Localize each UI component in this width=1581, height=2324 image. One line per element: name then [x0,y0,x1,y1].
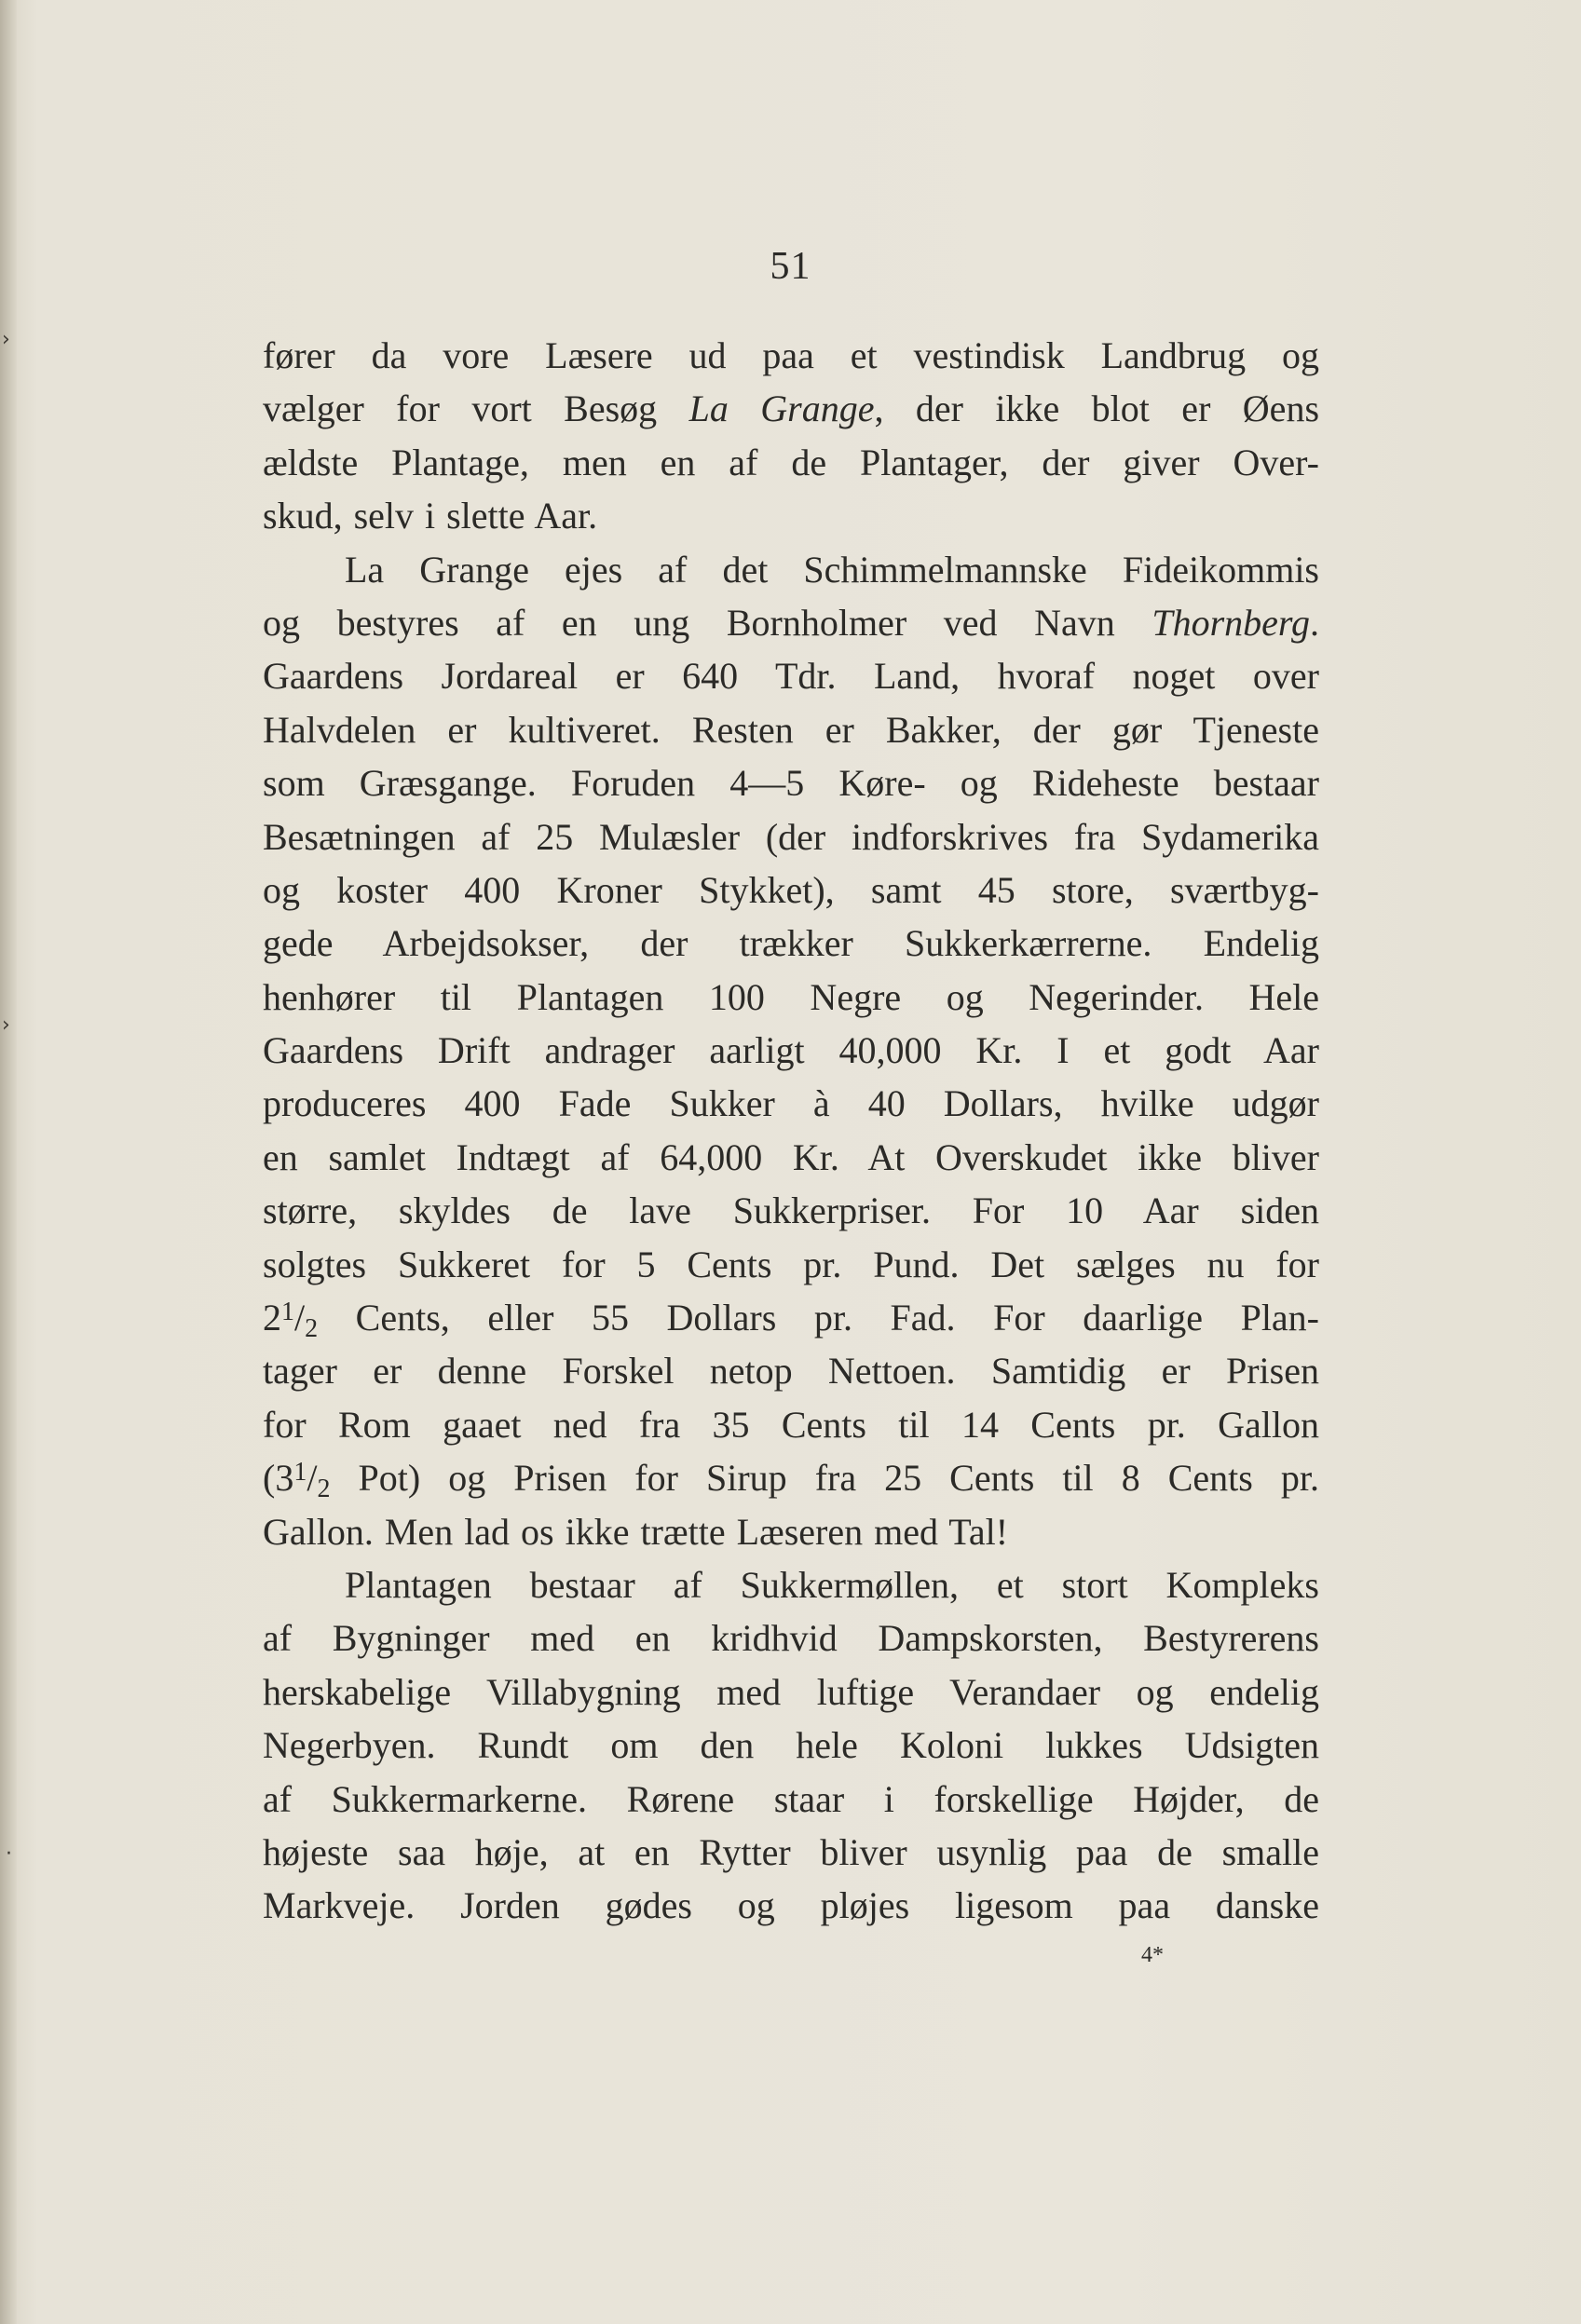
text-line [263,810,1319,863]
line-text: og bestyres af en ung Bornholmer ved Navn [263,601,1152,644]
text-line [263,1611,1319,1665]
text-line [263,1665,1319,1719]
line-text: herskabelige Villabygning med luftige Verandaer og endelig [263,1670,1319,1713]
line-text: gede Arbejdsokser, der trækker Sukkerkærrerne. Endelig [263,922,1319,965]
text-line [263,1773,1319,1826]
line-text: Negerbyen. Rundt om den hele Koloni lukkes Udsigten [263,1724,1319,1767]
text-line [263,1451,1319,1504]
line-text: Gaardens Drift andrager aarligt 40,000 Kr. I et godt Aar [263,1029,1319,1072]
line-text: 2 [263,1297,281,1339]
italic-name: La Grange [688,387,875,430]
text-line [263,596,1319,649]
line-text: større, skyldes de lave Sukkerpriser. For 10 Aar siden [263,1189,1319,1232]
line-text: Markveje. Jorden gødes og pløjes ligesom paa danske [263,1884,1319,1927]
text-line [263,1398,1319,1451]
text-line [263,329,1319,382]
line-text: Besætningen af 25 Mulæsler (der indforskrives fra Sydamerika [263,815,1319,858]
line-text: og koster 400 Kroner Stykket), samt 45 store, sværtbyg- [263,868,1319,911]
text-line [263,1131,1319,1184]
fraction-denominator: 2 [305,1314,319,1344]
text-line [263,1558,1319,1611]
fraction-slash: / [307,1457,318,1500]
text-line [263,1024,1319,1077]
text-line [263,436,1319,489]
line-text: Cents, eller 55 Dollars pr. Fad. For daarlige Plan- [318,1297,1319,1339]
line-text: solgtes Sukkeret for 5 Cents pr. Pund. Det sælges nu for [263,1243,1319,1285]
line-text: en samlet Indtægt af 64,000 Kr. At Overskudet ikke bliver [263,1135,1319,1178]
line-text: af Sukkermarkerne. Rørene staar i forskellige Højder, de [263,1777,1319,1820]
line-text: tager er denne Forskel netop Nettoen. Samtidig er Prisen [263,1350,1319,1393]
line-text: Gallon. Men lad os ikke trætte Læseren med Tal! [263,1510,1009,1553]
text-line [263,1238,1319,1291]
text-line [263,1291,1319,1344]
text-line [263,1879,1319,1932]
page-number: 51 [770,245,811,288]
line-text: Plantagen bestaar af Sukkermøllen, et stort Kompleks [345,1563,1319,1606]
line-text: produceres 400 Fade Sukker à 40 Dollars, hvilke udgør [263,1082,1319,1125]
line-text: vælger for vort Besøg [263,387,689,430]
text-line [263,917,1319,970]
line-text: skud, selv i slette Aar. [263,495,598,537]
text-line [263,382,1319,435]
text-line [263,971,1319,1024]
line-text: for Rom gaaet ned fra 35 Cents til 14 Cents pr. Gallon [263,1403,1319,1446]
text-line [263,489,1319,542]
line-text: Halvdelen er kultiveret. Resten er Bakker, der gør Tjeneste [263,708,1319,751]
text-line [263,1184,1319,1237]
text-line [263,863,1319,917]
text-line [263,1826,1319,1879]
fraction-slash: / [294,1297,306,1339]
italic-name: Thornberg [1152,601,1310,644]
text-line [263,1719,1319,1772]
line-text: henhører til Plantagen 100 Negre og Negerinder. Hele [263,975,1319,1018]
text-line [263,649,1319,702]
margin-mark: · [6,1842,12,1866]
line-text: Gaardens Jordareal er 640 Tdr. Land, hvoraf noget over [263,655,1319,698]
line-text: , der ikke blot er Øens [874,387,1320,430]
line-text: ældste Plantage, men en af de Plantager, der giver Over- [263,441,1319,483]
line-text: fører da vore Læsere ud paa et vestindisk Landbrug og [263,334,1319,376]
line-text: højeste saa høje, at en Rytter bliver usynlig paa de smalle [263,1830,1319,1873]
margin-mark: › [2,328,10,351]
body-text [263,329,1319,1933]
text-line [263,1505,1319,1558]
fraction-denominator: 2 [317,1475,331,1504]
text-line [263,703,1319,756]
text-line [263,1344,1319,1397]
margin-mark: › [2,1013,10,1037]
line-text: (3 [263,1457,294,1500]
line-text: af Bygninger med en kridhvid Dampskorsten, Bestyrerens [263,1617,1319,1660]
text-line [263,543,1319,596]
text-line [263,756,1319,809]
fraction-numerator: 1 [281,1297,294,1326]
line-text: La Grange ejes af det Schimmelmannske Fideikommis [345,548,1319,591]
signature-mark: 4* [1141,1943,1164,1967]
line-text: som Græsgange. Foruden 4—5 Køre- og Rideheste bestaar [263,762,1319,805]
line-text: Pot) og Prisen for Sirup fra 25 Cents til 8 Cents pr. [330,1457,1319,1500]
fraction-numerator: 1 [293,1458,307,1488]
text-line [263,1077,1319,1130]
line-text: . [1310,601,1319,644]
